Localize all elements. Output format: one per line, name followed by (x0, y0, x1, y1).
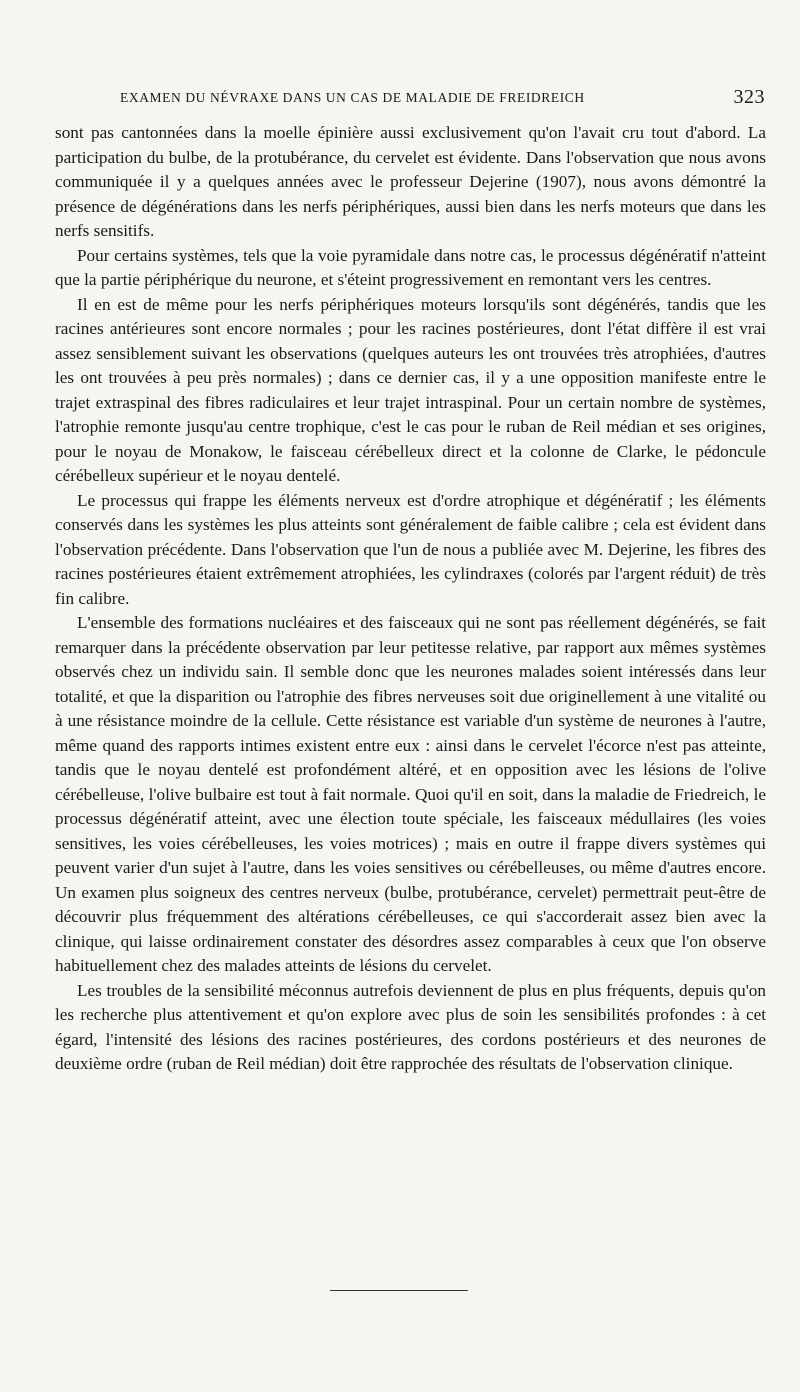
paragraph-6: Les troubles de la sensibilité méconnus autrefois deviennent de plus en plus fréquents, depuis qu'on les recherche plus attentivement et qu'on explore avec plus de soin les sensibilités profondes : à cet égard, l'intensité des lésions des racines postérieures, des cordons postérieurs et des neurones de deuxième ordre (ruban de Reil médian) doit être rapprochée des résultats de l'observation clinique. (55, 980, 766, 1073)
body-text (55, 121, 766, 1077)
paragraph-5: L'ensemble des formations nucléaires et des faisceaux qui ne sont pas réellement dégénérés, se fait remarquer dans la précédente observation par leur petitesse relative, par rapport aux mêmes systèmes observés chez un individu sain. Il semble donc que les neurones malades soient intéressés dans leur totalité, et que la disparition ou l'atrophie des fibres nerveuses soit due originellement à une vitalité ou à une résistance moindre de la cellule. Cette résistance est variable d'un système de neurones à l'autre, même quand des rapports intimes existent entre eux : ainsi dans le cervelet l'écorce n'est pas atteinte, tandis que le noyau dentelé est profondément altéré, et en opposition avec les lésions de l'olive cérébelleuse, l'olive bulbaire est tout à fait normale. Quoi qu'il en soit, dans la maladie de Friedreich, le processus dégénératif atteint, avec une élection toute spéciale, les faisceaux médullaires (les voies sensitives, les voies cérébelleuses, les voies motrices) ; mais en outre il frappe divers systèmes qui peuvent varier d'un sujet à l'autre, dans les voies sensitives ou cérébelleuses, ou même d'autres encore. Un examen plus soigneux des centres nerveux (bulbe, protubérance, cervelet) permettrait peut-être de découvrir plus fréquemment des altérations cérébelleuses, ce qui s'accorderait assez bien avec la clinique, qui laisse ordinairement constater des désordres assez comparables à ceux que l'on observe habituellement chez des malades atteints de lésions du cervelet. (55, 613, 766, 975)
running-header (100, 86, 765, 110)
paragraph-3: Il en est de même pour les nerfs périphériques moteurs lorsqu'ils sont dégénérés, tandis que les racines antérieures sont encore normales ; pour les racines postérieures, dont l'état diffère il est vrai assez sensiblement suivant les observations (quelques auteurs les ont trouvées très atrophiées, d'autres les ont trouvées à peu près normales) ; dans ce dernier cas, il y a une opposition manifeste entre le trajet extraspinal des fibres radiculaires et leur trajet intraspinal. Pour un certain nombre de systèmes, l'atrophie remonte jusqu'au centre trophique, c'est le cas pour le ruban de Reil médian et ses origines, pour le noyau de Monakow, le faisceau cérébelleux direct et la colonne de Clarke, le pédoncule cérébelleux supérieur et le noyau dentelé. (55, 294, 766, 485)
page-number: 323 (733, 86, 765, 108)
running-title: EXAMEN DU NÉVRAXE DANS UN CAS DE MALADIE DE FREIDREICH (120, 90, 585, 105)
paragraph-1: sont pas cantonnées dans la moelle épinière aussi exclusivement qu'on l'avait cru tout d'abord. La participation du bulbe, de la protubérance, du cervelet est évidente. Dans l'observation que nous avons communiquée il y a quelques années avec le professeur Dejerine (1907), nous avons démontré la présence de dégénérations dans les nerfs périphériques, aussi bien dans les nerfs moteurs que dans les nerfs sensitifs. (55, 123, 766, 240)
end-rule (330, 1290, 468, 1291)
paragraph-4: Le processus qui frappe les éléments nerveux est d'ordre atrophique et dégénératif ; les éléments conservés dans les systèmes les plus atteints sont généralement de faible calibre ; cela est évident dans l'observation précédente. Dans l'observation que l'un de nous a publiée avec M. Dejerine, les fibres des racines postérieures étaient extrêmement atrophiées, les cylindraxes (colorés par l'argent réduit) de très fin calibre. (55, 490, 766, 608)
paragraph-2: Pour certains systèmes, tels que la voie pyramidale dans notre cas, le processus dégénératif n'atteint que la partie périphérique du neurone, et s'éteint progressivement en remontant vers les centres. (55, 245, 766, 289)
